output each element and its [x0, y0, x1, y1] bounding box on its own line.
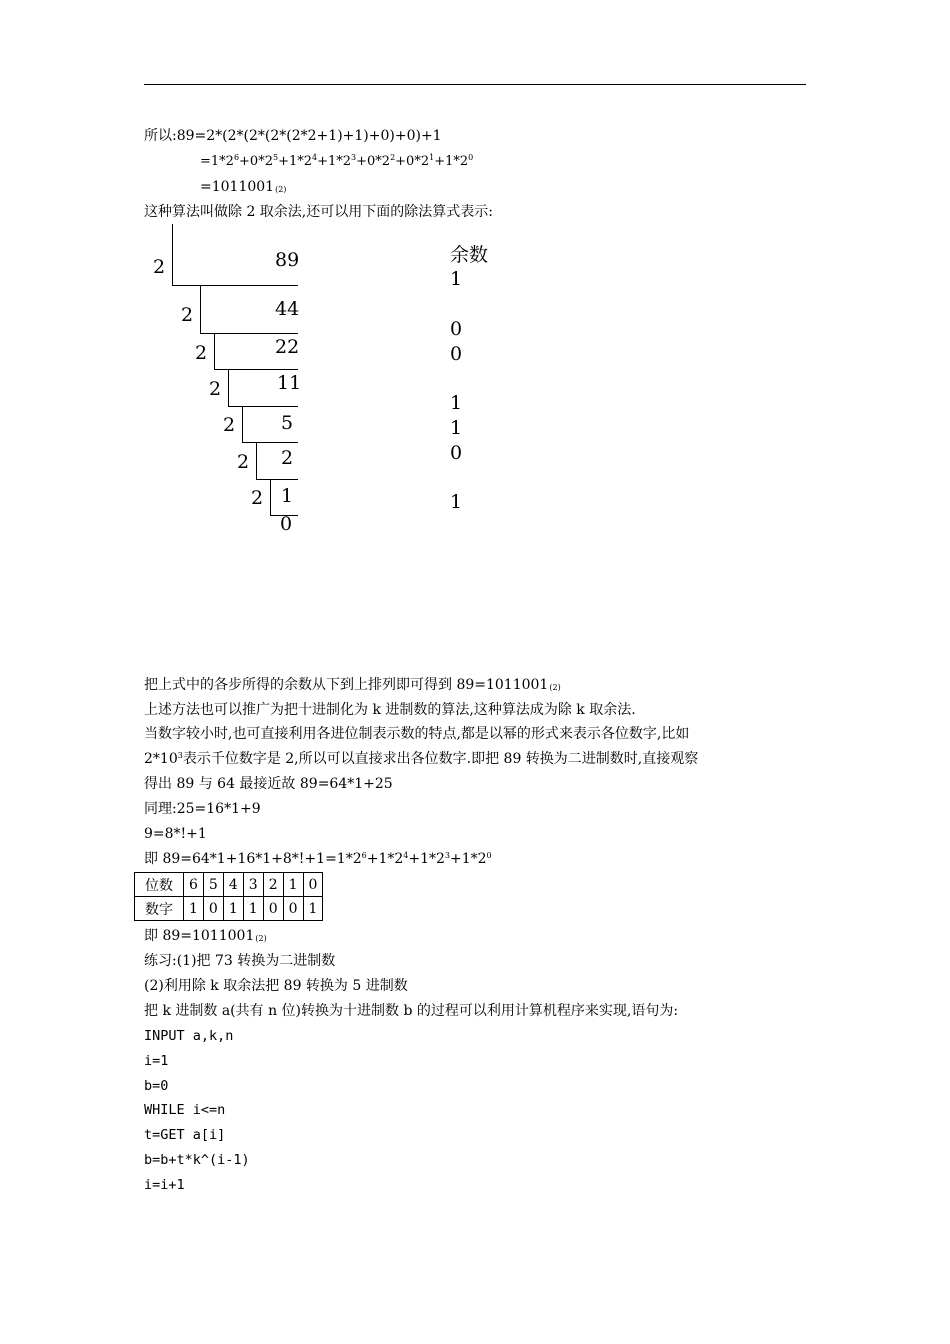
division-line — [214, 333, 215, 370]
table-row — [135, 873, 323, 897]
division-line — [200, 285, 201, 333]
code-line: b=0 — [144, 1078, 169, 1094]
quotient: 11 — [277, 372, 302, 394]
table-cell: 0 — [263, 897, 283, 921]
quotient: 2 — [281, 447, 294, 469]
remainder: 1 — [450, 491, 463, 513]
division-line — [172, 285, 298, 286]
code-line: WHILE i<=n — [144, 1102, 226, 1118]
division-line — [242, 406, 243, 443]
table-cell: 1 — [303, 897, 323, 921]
quotient: 5 — [281, 412, 294, 434]
paragraph: 同理:25=16*1+9 — [144, 801, 261, 817]
quotient: 1 — [281, 485, 294, 507]
intro-text: 这种算法叫做除 2 取余法,还可以用下面的除法算式表示: — [144, 204, 493, 220]
division-line — [242, 442, 298, 443]
paragraph: (2)利用除 k 取余法把 89 转换为 5 进制数 — [144, 978, 408, 994]
paragraph: 把 k 进制数 a(共有 n 位)转换为十进制数 b 的过程可以利用计算机程序来实现,语句为: — [144, 1003, 679, 1019]
derivation-line-1: 所以:89=2*(2*(2*(2*(2*2+1)+1)+0)+0)+1 — [144, 128, 442, 144]
division-line — [228, 369, 229, 407]
table-cell: 1 — [283, 873, 303, 897]
quotient: 0 — [280, 513, 293, 535]
divisor: 2 — [153, 256, 166, 278]
paragraph: 练习:(1)把 73 转换为二进制数 — [144, 953, 336, 969]
derivation-line-3: =1011001(2) — [200, 179, 287, 195]
binary-digits-table — [134, 872, 323, 921]
divisor: 2 — [223, 414, 236, 436]
paragraph: 9=8*!+1 — [144, 826, 207, 842]
table-cell: 数字 — [135, 897, 184, 921]
paragraph: 即 89=1011001(2) — [144, 928, 267, 944]
table-cell: 0 — [203, 897, 223, 921]
header-rule — [144, 84, 806, 85]
table-cell: 0 — [303, 873, 323, 897]
code-line: b=b+t*k^(i-1) — [144, 1152, 250, 1168]
table-cell: 4 — [223, 873, 243, 897]
quotient: 22 — [275, 336, 300, 358]
division-line — [256, 442, 257, 480]
code-line: INPUT a,k,n — [144, 1028, 234, 1044]
paragraph: 得出 89 与 64 最接近故 89=64*1+25 — [144, 776, 393, 792]
remainder: 1 — [450, 417, 463, 439]
divisor: 2 — [251, 487, 264, 509]
table-cell: 3 — [243, 873, 263, 897]
remainder: 1 — [450, 392, 463, 414]
remainder: 1 — [450, 268, 463, 290]
remainder: 0 — [450, 442, 463, 464]
derivation-line-2: $=1*2^6+0*2^5+1*2^4+1*2^3+0*2^2+0*2^1+1*2^0$ — [200, 153, 474, 169]
remainder: 0 — [450, 343, 463, 365]
remainder: 0 — [450, 318, 463, 340]
quotient: 89 — [275, 249, 300, 271]
quotient: 44 — [275, 298, 300, 320]
paragraph: 把上式中的各步所得的余数从下到上排列即可得到 89=1011001(2) — [144, 677, 561, 693]
table-cell: 0 — [283, 897, 303, 921]
divisor: 2 — [195, 342, 208, 364]
code-line: i=1 — [144, 1053, 169, 1069]
division-line — [214, 369, 298, 370]
table-cell: 1 — [223, 897, 243, 921]
code-line: t=GET a[i] — [144, 1127, 226, 1143]
paragraph: 上述方法也可以推广为把十进制化为 k 进制数的算法,这种算法成为除 k 取余法. — [144, 702, 636, 718]
divisor: 2 — [181, 304, 194, 326]
paragraph: $2*10^3$表示千位数字是 2,所以可以直接求出各位数字.即把 89 转换为二进制数时,直接观察 — [144, 751, 699, 767]
division-line — [228, 406, 298, 407]
table-cell: 1 — [243, 897, 263, 921]
table-cell: 位数 — [135, 873, 184, 897]
division-line — [270, 479, 271, 516]
table-cell: 5 — [203, 873, 223, 897]
divisor: 2 — [237, 451, 250, 473]
paragraph: 即 $89=64*1+16*1+8*!+1=1*2^6+1*2^4+1*2^3+1*2^0$ — [144, 851, 492, 867]
table-cell: 2 — [263, 873, 283, 897]
divisor: 2 — [209, 378, 222, 400]
code-line: i=i+1 — [144, 1177, 185, 1193]
table-cell: 6 — [184, 873, 204, 897]
table-row — [135, 897, 323, 921]
table-cell: 1 — [184, 897, 204, 921]
division-line — [256, 479, 298, 480]
remainder-header: 余数 — [450, 244, 489, 266]
paragraph: 当数字较小时,也可直接利用各进位制表示数的特点,都是以幂的形式来表示各位数字,比如 — [144, 726, 690, 742]
division-line — [172, 224, 173, 286]
